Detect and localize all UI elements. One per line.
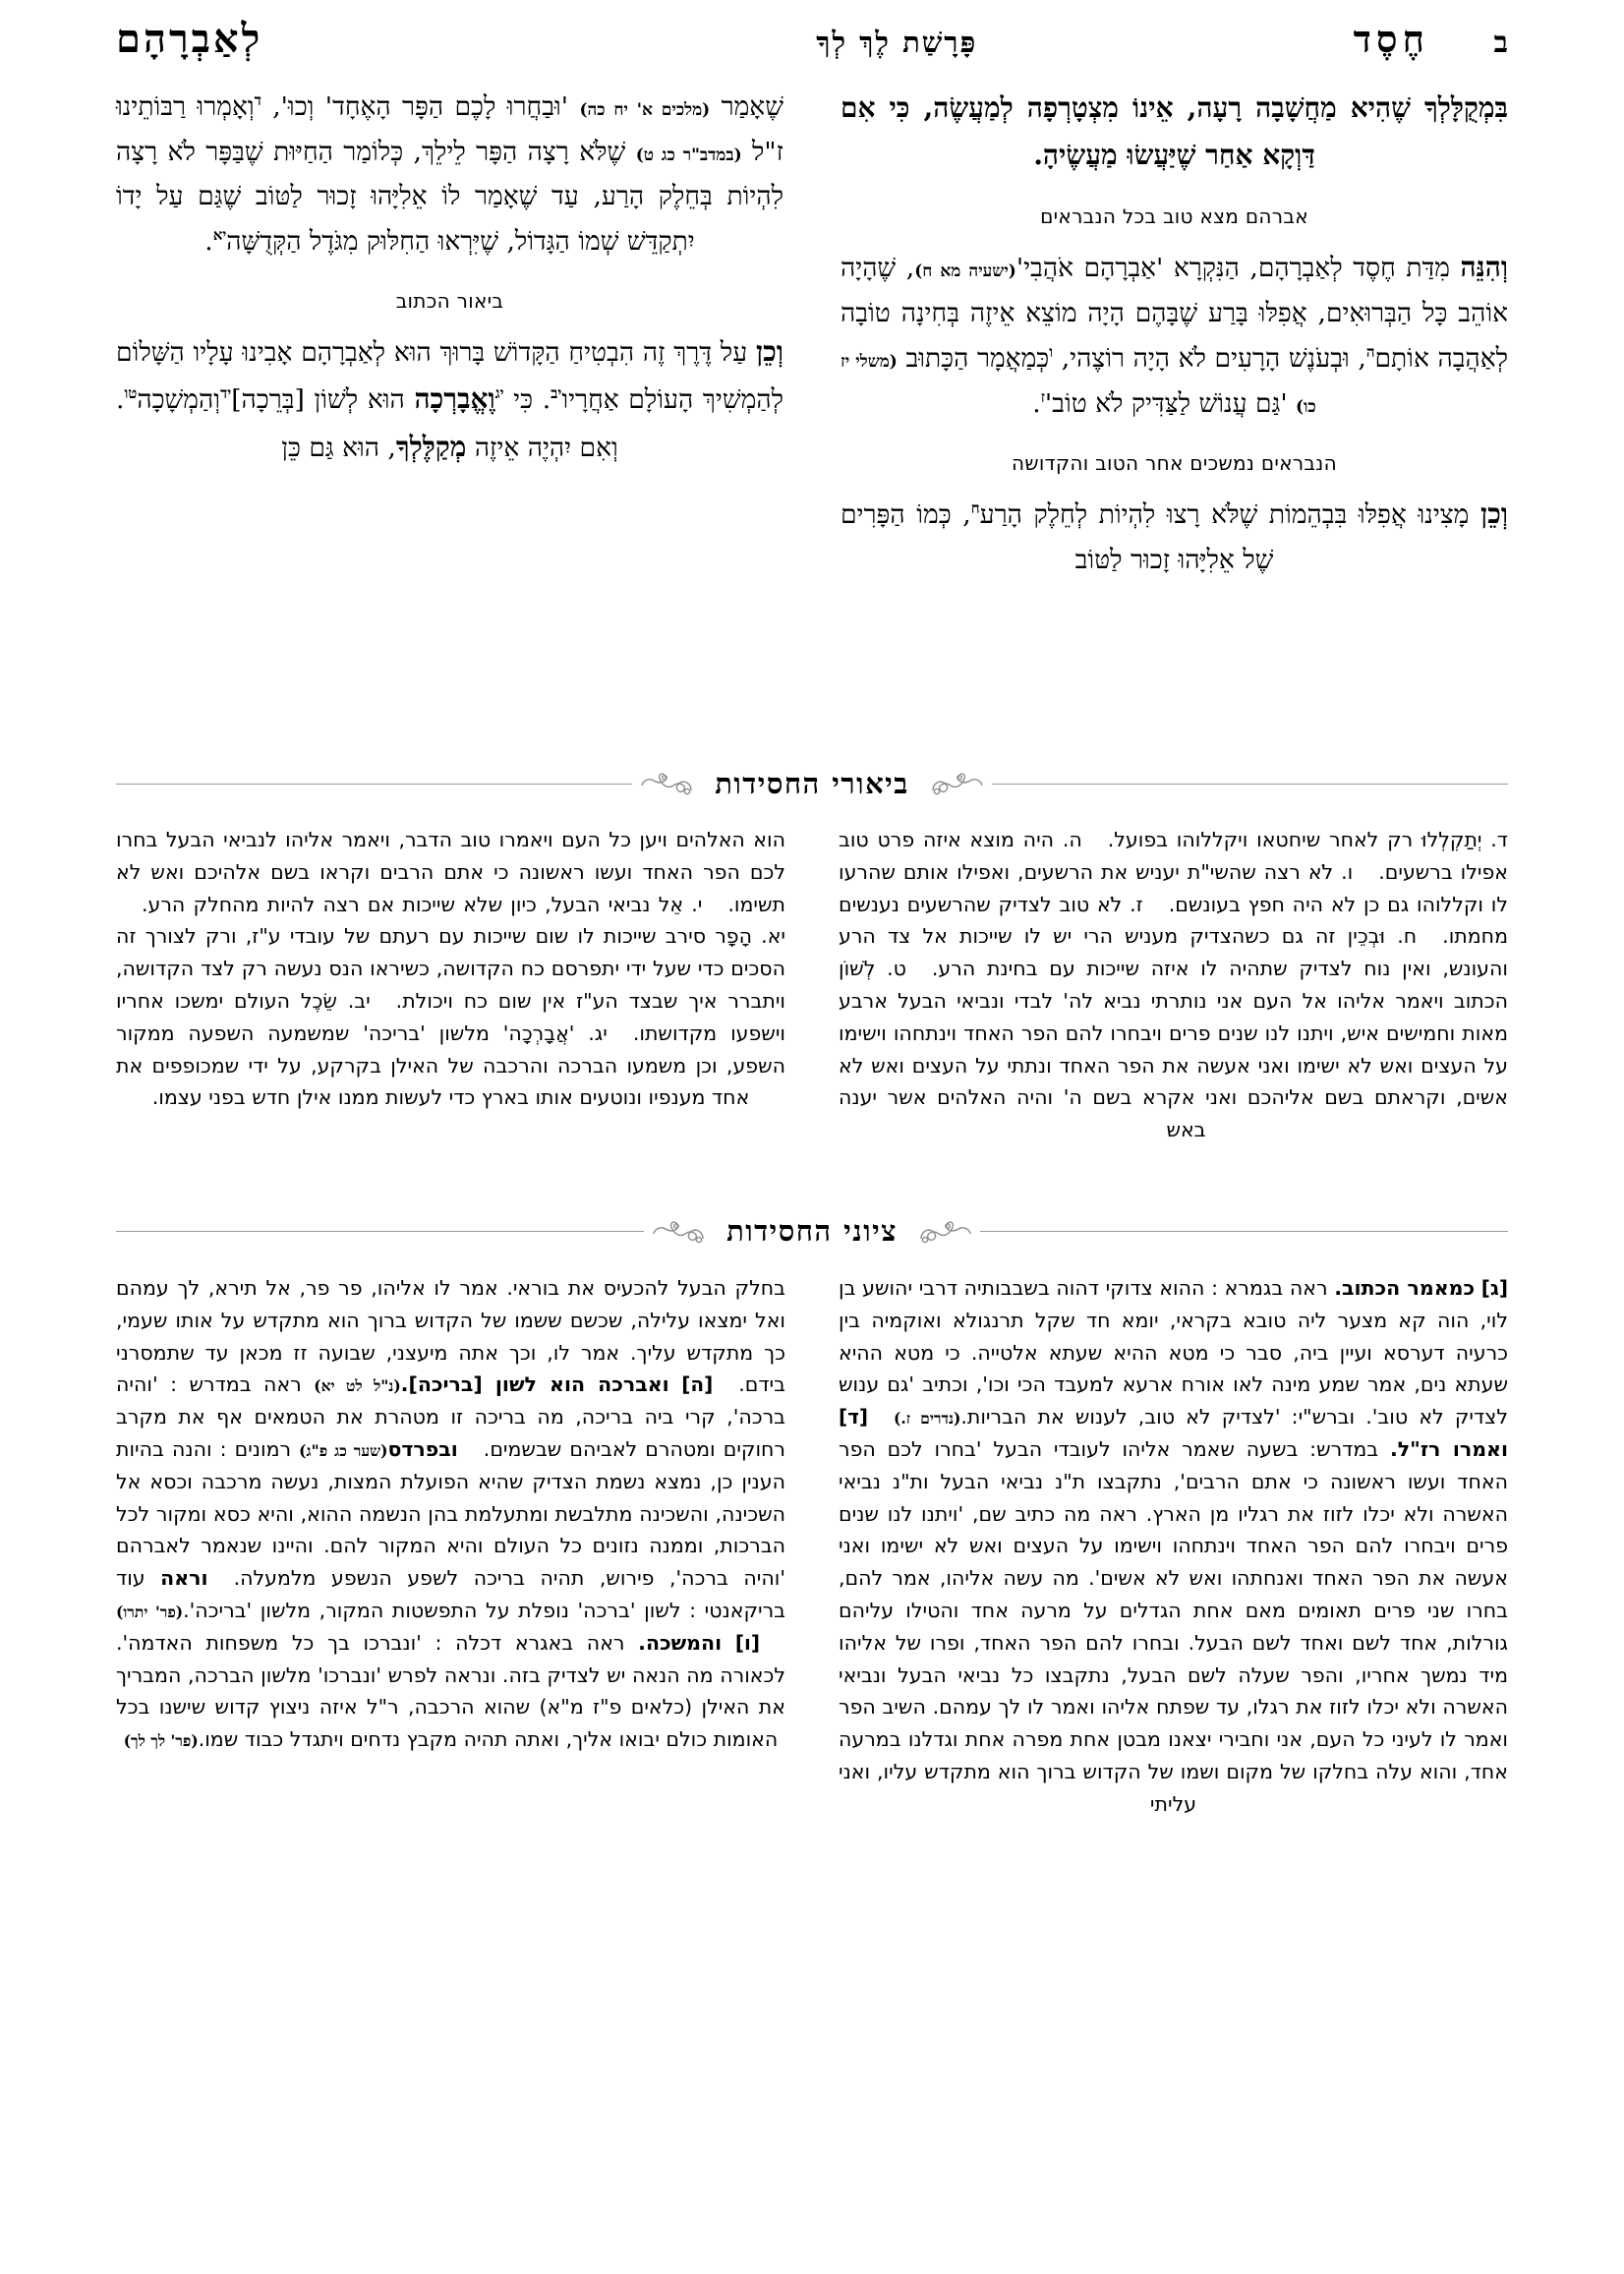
source-citation: (ישעיה מא ח) [914,262,1016,282]
book-title-right: חֶסֶד [1353,17,1429,61]
main-paragraph [841,85,1508,179]
source-citation: (משלי יז כו) [841,352,1316,417]
tziyunei-left-column [116,1272,785,1821]
note-marker: [ו] [734,1630,760,1655]
parasha-title: פָּרָשַׁת לֶךְ לְךָ [816,26,978,59]
note-text: ח. וּבְכֵין זה גם כשהצדיק מעניש הרי יש לו שייכות אל צד הרע והעונש, ואין נוח לצדיק שתהיה לו איזה שייכות עם בחינת הרע. [839,924,1508,981]
source-citation: (פר' יתרו) [116,1602,184,1621]
note-text: עוד בריקאנטי : לשון 'ברכה' נופלת על התפשטות המקור, מלשון 'בריכה'. [116,1566,786,1622]
source-citation: (שער כג פ"ג) [299,1440,388,1460]
section-divider-biurei [0,753,1624,814]
section-title: ציוני החסידות [726,1214,898,1249]
source-citation: (במדב"ר כג ט) [635,145,742,165]
main-paragraph [841,491,1508,583]
divider-rule-right [980,1231,1508,1232]
main-right-column [841,85,1508,753]
paragraph-text: שֶׁאָמַר [710,91,783,122]
note-lead: והמשכה. [638,1630,723,1655]
flourish-ornament-icon [917,1217,974,1247]
footnote-marker: ז [1040,387,1045,406]
note-text: יא. הָפָר סירב שייכות לו שום שייכות עם רעתם של עובדי ע"ז, ורק לצורך זה הסכים כדי שעל ידי יתפרסם כח הקדושה, כשיראו הנס נעשה רק לצד הקדושה, ויתברר איך שבצד הע"ז אין שום כח ויכולת. [116,924,785,1013]
note-text: יב. שֵׂכֶל העולם ימשכו אחריו וישפעו מקדושתו. [116,988,785,1045]
paragraph-text: , כְּמוֹ הַפָּרִים שֶׁל אֵלִיָּהוּ זָכוּר לַטּוֹב [841,499,1274,576]
note-lead: וראה [160,1566,208,1591]
subheading: הנבראים נמשכים אחר הטוב והקדושה [1012,451,1337,476]
footnote-marker: ח [970,499,980,518]
paragraph-text: , וּבְעֹנֶשׁ הָרָעִים לֹא הָיָה רוֹצֶהי, [1053,343,1366,375]
flourish-ornament-icon [638,769,695,798]
main-paragraph [116,328,783,470]
note-marker: [ג] [1480,1275,1508,1300]
paragraph-text: . כִּי [503,384,551,416]
paragraph-text: , שֶׁהָיָה אוֹהֵב כָּל הַבְּרוּאִים, אֲפִלּוּ בָּרַע שֶׁבָּהֶם הָיָה מוֹצֵא אֵיזֶה בְּחִינָה טוֹבָה לְאַהֲבָה אוֹתָם [841,253,1509,375]
paragraph-text: וְהַמְשָׁכָה [137,384,221,416]
paragraph-lead-word: וְכֵן [1480,497,1508,531]
paragraph-text: שֶׁלֹּא רָצָה הַפָּר לֵילֵךְ, כְּלוֹמַר הַחַיּוּת שֶׁבַּפָּר לֹא רָצָה לִהְיוֹת בְּחֵלֶק הָרַע, עַד שֶׁאָמַר לוֹ אֵלִיָּהוּ זָכוּר לַטּוֹב שֶׁגַּם עַל יָדוֹ יִתְקַדֵּשׁ שְׁמוֹ הַגָּדוֹל, שֶׁיִּרְאוּ הַחִלּוּק מִגֹּדֶל הַקְּדֻשָּׁה [116,136,783,257]
page-number: ב [1493,26,1508,60]
note-text: ט. לְשׁוֹן הכתוב ויאמר אליהו אל העם אני נותרתי נביא לה' לבדי ונביאי הבעל ארבע מאות וחמישים איש, ויתנו לנו שנים פרים ויבחרו להם הפר האחד וינתחהו וישימו על העצים ואש לא ישימו ואני אעשה את הפר האחד ונתתי על העצים ואש לא אשים, וקראתם בשם אליהכם ואני אקרא בשם ה' והיה האלהים אשר יענה באש [839,957,1508,1142]
section-title: ביאורי החסידות [715,766,909,800]
paragraph-text: מָצִינוּ אֲפִלּוּ בִּבְהֵמוֹת שֶׁלֹּא רָצוּ לִהְיוֹת לְחֵלֶק הָרַע [979,499,1480,531]
biurei-hachasidut-columns [0,814,1624,1146]
note-text: ראה במדרש : 'והיה ברכה', קרי ביה בריכה, מה בריכה זו מטהרת את הטמאים אף את מקרב רחוקים ומטהרם לאביהם שבשמים. [116,1372,785,1461]
subheading: ביאור הכתוב [395,289,504,314]
flourish-ornament-icon [650,1217,707,1247]
note-marker: [ד] [839,1405,869,1429]
footnote-marker: יד [220,384,232,403]
source-citation: (מלכים א' יח כה) [579,100,711,120]
paragraph-text: . וְאִם יִהְיֶה אֵיזֶה [116,384,618,463]
note-text: י. אֵל נביאי הבעל, כיון שלא שייכות אם רצה להיות מהחלק הרע. [142,892,703,916]
footnote-marker: טו [124,384,138,403]
section-spacer [0,1146,1624,1201]
section-divider-tziyunei [0,1201,1624,1262]
footnote-marker: ו [1049,343,1054,362]
flourish-ornament-icon [929,769,986,798]
note-text: ראה בגמרא : ההוא צדוקי דהוה בשבבותיה דרבי יהושע בן לוי, הוה קא מצער ליה טובא בקראי, יומא חד שקל תרנגולא ואוקמיה בין כרעיה דערסא ועיין ביה, סבר כי מטא ההיא שעתא אלטייה. כי מטא ההיא שעתא נים, אמר שמע מינה לאו אורח ארעא למעבד הכי וכו', וכתיב 'גם ענוש לצדיק לא טוב'. וברש"י: 'לצדיק לא טוב, לענוש את הבריות. [839,1275,1508,1429]
paragraph-text: עַל דֶּרֶךְ זֶה הִבְטִיחַ הַקָּדוֹשׁ בָּרוּךְ הוּא לְאַבְרָהָם אָבִינוּ עָלָיו הַשָּׁלוֹם לְהַמְשִׁיךְ הָעוֹלָם אַחֲרָיו [116,337,783,416]
footnote-marker: ד [254,91,261,110]
tziyunei-hachasidut-columns [0,1262,1624,1821]
note-lead: ואברכה הוא לשון [בריכה]. [400,1372,669,1397]
biurei-right-column [839,824,1508,1146]
note-text: יג. 'אֲבָרְכָה' מלשון 'בריכה' שמשמעה השפעה ממקור השפע, וכן משמעו הברכה והרכבה של האילן בקרקע, על ידי שמכופפים את אחד מענפיו ונוטעים אותו בארץ כדי לעשות ממנו אילן חדש בפני עצמו. [116,1020,785,1110]
footnote-marker: יא [212,225,227,244]
note-text: הוא האלהים ויען כל העם ויאמרו טוב הדבר, ויאמר אליהו לנביאי הבעל בחרו לכם הפר האחד ועשו ראשונה כי אתם הרבים וקראו בשם אלהיכם ואש לא תשימו. [116,828,785,916]
commentary-paragraph [839,1272,1508,1821]
commentary-paragraph [116,1272,785,1756]
source-citation: (נ"ל לט יא) [314,1376,401,1396]
biurei-left-column [116,824,785,1146]
note-text: ה. היה מוצא איזה פרט טוב אפילו ברשעים. [839,828,1509,884]
note-marker: [ה] [681,1372,714,1397]
source-citation: (פר' לך לך) [123,1731,199,1751]
paragraph-lead-word: וְכֵן [756,335,783,369]
paragraph-text: הוּא לְשׁוֹן [בְּרֵכָה] [231,384,415,416]
note-lead: כמאמר הכתוב. [1334,1275,1476,1300]
paragraph-text: וְאָמְרוּ רַבּוֹתֵינוּ ז"ל [116,91,783,167]
footnote-marker: ה [1365,343,1375,362]
commentary-paragraph [116,824,785,1114]
main-text-columns [0,85,1624,753]
quoted-verse-word: מְקַלֶּלְךָ [395,430,467,463]
paragraph-text: , הוּא גַּם כֵּן [281,432,396,463]
subheading: אברהם מצא טוב בכל הנבראים [1040,204,1308,229]
footnote-marker: יב [551,384,562,403]
note-text: רמונים : והנה בהיות הענין כן, נמצא נשמת הצדיק שהיא הפועלת המצות, נעשה מרכבה וכסא אל השכינה, והשכינה מתלבשת ומתעלמת בהן הנשמה ההוא, והיא כסא ומקור לכל הברכות, וממנה נזונים כל העולם והיא המקור להם. והיינו שנאמר לאברהם 'והיה ברכה', פירוש, תהיה בריכה לשפע הנשפע מלמעלה. [116,1436,785,1591]
divider-rule-left [116,784,632,785]
main-left-column [116,85,783,753]
running-head [0,0,1624,85]
paragraph-lead-word: וְהִנֵּה [1460,251,1509,284]
commentary-paragraph [839,824,1508,1146]
tziyunei-right-column [839,1272,1508,1821]
note-lead: ואמרו רז"ל. [1389,1436,1508,1461]
paragraph-text: 'גַּם עֲנוֹשׁ לַצַּדִּיק לֹא טוֹב' [1044,387,1297,419]
quoted-verse-word: וֶאֱבָרְכָה [414,382,495,416]
note-text: בחלק הבעל להכעיס את בוראי. אמר לו אליהו, פר פר, אל תירא, לך עמהם ואל ימצאו עלילה, שכשם ששמו של הקדוש ברוך הוא מתקדש על אותו שעמי, כך מתקדש עליך. אמר לו, וכך אתה מיעצני, שבועה זז מכאן עד שתמסרני בידם. [116,1275,785,1397]
divider-rule-left [116,1231,644,1232]
main-paragraph [116,85,783,263]
book-title-left: לְאַבְרָהָם [116,16,263,62]
paragraph-lead-word: בִּמְקֻלָּלְךָ שֶׁהִיא מַחֲשָׁבָה רָעָה, אֵינוֹ מִצְטָרְפָה לְמַעֲשֶׂה, כִּי אִם דַּוְקָא אַחַר שֶׁיַּעֲשׂוּ מַעֲשֶׂיהָ. [841,91,1508,172]
paragraph-text: כְּמַאֲמָר הַכָּתוּב [897,343,1050,375]
source-citation: (נדרים ז.) [894,1409,961,1429]
paragraph-text: . [1032,387,1041,419]
note-text: ראה באגרא דכלה : 'ונברכו בך כל משפחות האדמה'. לכאורה מה הנאה יש לצדיק בזה. ונראה לפרש 'ונברכו' מלשון הברכה, המבריך את האילן (כלאים פ"ז מ"א) שהוא הרכבה, ר"ל איזה ניצוץ קדוש שישנו בכל האומות כולם יבואו אליך, ואתה תהיה מקבץ נדחים ויתגדל כבוד שמו. [116,1630,785,1752]
divider-rule-right [992,784,1508,785]
note-text: ו. לֹא רצה שהשי"ת יעניש את הרשעים, ואפילו אותם שהרעו לו וקללוהו גם כן לא היה חפץ בעונשם. [839,859,1509,916]
main-paragraph [841,244,1508,426]
note-lead: ובפרדס [387,1436,458,1461]
paragraph-text: מִדַּת חֶסֶד לְאַבְרָהָם, הַנִּקְרָא 'אַבְרָהָם אֹהֲבִי' [1015,253,1461,284]
paragraph-text: . [204,225,213,257]
paragraph-text: 'וּבַחֲרוּ לָכֶם הַפָּר הָאֶחָד' וְכוּ', [261,91,580,122]
note-text: ז. לֹא טוב לצדיק שהרשעים נענשים מחמתו. [839,892,1508,949]
footnote-marker: יג [494,384,504,403]
note-text: ד. יְתַקְלְלוּ רק לאחר שיחטאו ויקללוהו בפועל. [1107,828,1508,851]
note-text: במדרש: בשעה שאמר אליהו לעובדי הבעל 'בחרו לכם הפר האחד ועשו ראשונה כי אתם הרבים', נתקבצו ת"נ נביאי הבעל ות"נ נביאי האשרה ולא יכלו לזוז את רגליו מן הארץ. ראה מה כתיב שם, 'ויתנו לנו שנים פרים ויבחרו להם הפר האחד וינתחהו וישימו על העצים ואש לא ישימו ואני אעשה את הפר האחד ואנחתהו ואש לא אשים'. מה עשה אליהו, אמר להם, בחרו שני פרים תאומים מאם אחת הגדלים על מרעה אחד והטילו עליהם גורלות, אחד לשם ואחד לשם הבעל. ובחרו להם הפר האחד, ופרו של אליהו מיד נמשך אחריו, והפר שעלה לשם הבעל, נתקבצו כל נביאי הבעל ונביאי האשרה ולא יכלו לזוז את רגלו, עד שפתח אליהו ואמר לו לך עמהם. השיב הפר ואמר לו לעיני כל העם, אני וחבירי יצאנו מבטן אחת מפרה אחת וגדלנו במרעה אחד, והוא עלה בחלקו של מקום ושמו של הקדוש ברוך הוא מתקדש עליו, ואני עליתי [839,1436,1508,1816]
